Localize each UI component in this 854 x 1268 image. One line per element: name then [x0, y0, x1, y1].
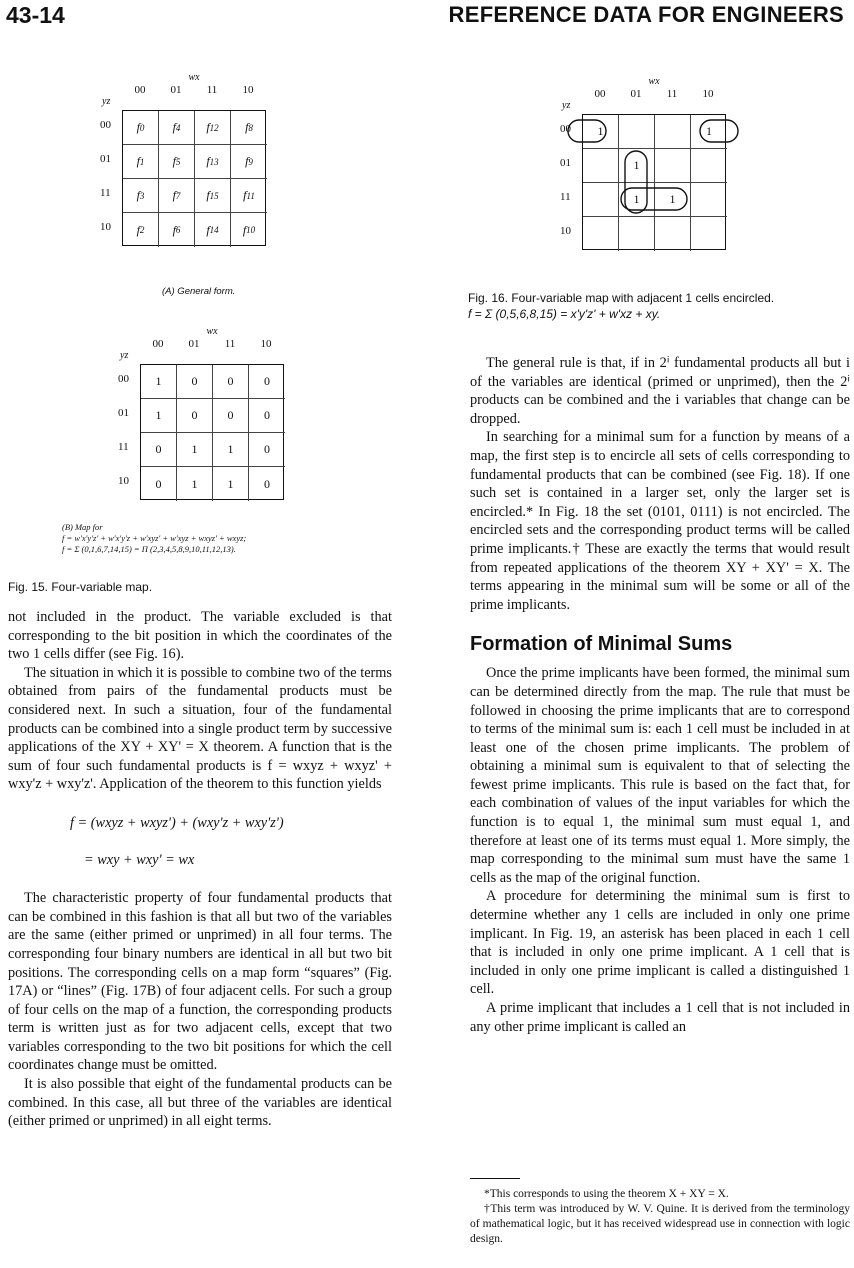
kmap-example — [118, 326, 318, 526]
kmap-cell: f 5 — [159, 145, 195, 179]
kmap-row-label: 10 — [560, 225, 571, 237]
kmap-cell: f 6 — [159, 213, 195, 247]
kmap-cell: f 3 — [123, 179, 159, 213]
kmap-cell: f 1 — [123, 145, 159, 179]
footnote-2: †This term was introduced by W. V. Quine. It is derived from the terminology of mathematical logic, but it has received widespread use in connection with logic design. — [470, 1203, 850, 1245]
fig15b-caption-line2: f = w'x'y'z' + w'x'y'z + w'xyz' + w'xyz + wxyz' + wxyz; — [62, 533, 247, 543]
fig16-caption-line1: Fig. 16. Four-variable map with adjacent 1 cells encircled. — [468, 291, 775, 305]
running-title: REFERENCE DATA FOR ENGINEERS — [448, 2, 844, 27]
encircle-vertical-pair — [625, 151, 647, 213]
kmap-side-variable: yz — [120, 350, 129, 361]
encircle-horizontal-pair — [621, 188, 687, 210]
kmap-cell: 0 — [213, 399, 249, 433]
right-column — [470, 354, 850, 1036]
left-paragraph-4: It is also possible that eight of the fundamental products can be combined. In this case, all but three of the variables are identical (either primed or unprimed) in all eight terms. — [8, 1076, 392, 1130]
kmap-grid — [122, 110, 266, 246]
left-column — [8, 608, 392, 1131]
kmap-cell: 1 — [691, 115, 727, 149]
kmap-column-label: 10 — [702, 88, 714, 100]
equation-2: = wxy + wxy' = wx — [84, 851, 195, 868]
right-paragraph-2: In searching for a minimal sum for a function by means of a map, the first step is to encircle all sets of cells corresponding to fundamental products that can be combined (see Fig. 18). If one such set is contained in a larger set, only the larger set is encircled.* In Fig. 18 the set (0101, 0111) is not encircled. The encircled sets and the corresponding product terms will be called prime implicants.† These are exactly the terms that would result from repeated applications of the theorem XY + XY' = X. The terms appearing in the minimal sum will be some or all of the prime implicants. — [470, 429, 850, 613]
kmap-column-label: 11 — [666, 88, 678, 100]
section-heading: Formation of Minimal Sums — [470, 633, 733, 656]
left-paragraph-2: The situation in which it is possible to combine two of the terms obtained from pairs of the fundamental products must be considered next. In such a situation, four of the fundamental products can be combined into a single product term by successive applications of the XY + XY' = X theorem. A function that is the sum of four such fundamental products is f = wxyz + wxyz' + wxy'z + wxy'z'. Application of the theorem to this function yields — [8, 664, 392, 793]
kmap-column-label: 10 — [260, 338, 272, 350]
footnotes — [470, 1187, 850, 1247]
kmap-column-label: 11 — [224, 338, 236, 350]
fig15b-caption — [62, 522, 382, 555]
kmap-row-label: 01 — [560, 157, 571, 169]
kmap-row-label: 10 — [118, 475, 129, 487]
kmap-cell: 1 — [177, 433, 213, 467]
kmap-cell: 0 — [249, 433, 285, 467]
kmap-cell: f 15 — [195, 179, 231, 213]
kmap-row-label: 10 — [100, 221, 111, 233]
page-header — [4, 0, 848, 34]
kmap-column-label: 11 — [206, 84, 218, 96]
kmap-row-label: 11 — [118, 441, 129, 453]
fig15a-caption: (A) General form. — [162, 286, 236, 297]
kmap-cell: 1 — [213, 467, 249, 501]
kmap-side-variable: yz — [102, 96, 111, 107]
kmap-cell: f 10 — [242, 222, 256, 237]
fig15b-caption-line1: (B) Map for — [62, 522, 103, 532]
kmap-cell: 1 — [655, 183, 691, 217]
kmap-cell: 0 — [177, 399, 213, 433]
fig15-caption: Fig. 15. Four-variable map. — [8, 580, 153, 594]
encircle-left-half — [568, 120, 606, 142]
right-paragraph-1: The general rule is that, if in 2ⁱ fundamental products all but i of the variables are identical (primed or unprimed), then the 2ⁱ products can be combined and the i variables that change can be dropped. — [470, 355, 850, 427]
kmap-side-variable: yz — [562, 100, 571, 111]
right-paragraph-4: A procedure for determining the minimal sum is first to determine whether any 1 cells are included in only one prime implicant. In Fig. 19, an asterisk has been placed in each 1 cell that is included in only one prime implicant. A 1 cell that is included in only one prime implicant is called a distinguished 1 cell. — [470, 888, 850, 998]
kmap-cell: 1 — [177, 467, 213, 501]
fig16-caption-line2: f = Σ (0,5,6,8,15) = x'y'z' + w'xz + xy. — [468, 307, 661, 321]
kmap-column-label: 00 — [134, 84, 146, 96]
kmap-cell: f 14 — [195, 213, 231, 247]
right-paragraph-5: A prime implicant that includes a 1 cell that is not included in any other prime implicant is called an — [470, 1000, 850, 1035]
kmap-cell: 0 — [249, 399, 285, 433]
kmap-cell: 0 — [141, 467, 177, 501]
kmap-cell: f 0 — [123, 111, 159, 145]
kmap-cell: 0 — [264, 476, 270, 491]
kmap-cell: 0 — [141, 433, 177, 467]
kmap-column-label: 10 — [242, 84, 254, 96]
kmap-row-label: 11 — [100, 187, 111, 199]
kmap-cell: 0 — [177, 365, 213, 399]
equation-1: f = (wxyz + wxyz') + (wxy'z + wxy'z') — [70, 814, 284, 831]
encircle-overlay — [560, 76, 780, 276]
kmap-column-label: 00 — [152, 338, 164, 350]
kmap-cell: 1 — [619, 183, 655, 217]
kmap-cell: f 9 — [231, 145, 267, 179]
kmap-column-label: 00 — [594, 88, 606, 100]
kmap-top-variable: wx — [648, 76, 660, 87]
kmap-cell: 1 — [583, 115, 619, 149]
kmap-row-label: 11 — [560, 191, 571, 203]
kmap-cell: f 12 — [195, 111, 231, 145]
kmap-cell: 1 — [619, 149, 655, 183]
kmap-row-label: 00 — [100, 119, 111, 131]
kmap-cell: f 4 — [159, 111, 195, 145]
kmap-top-variable: wx — [206, 326, 218, 337]
kmap-row-label: 01 — [100, 153, 111, 165]
footnote-1: *This corresponds to using the theorem X + XY = X. — [484, 1188, 729, 1200]
kmap-cell: f 8 — [231, 111, 267, 145]
left-paragraph-3: The characteristic property of four fundamental products that can be combined in this fashion is that all but two of the variables are the same (either primed or unprimed) in all four terms. The corresponding four binary numbers are identical in all but two bit positions. The corresponding cells on a map form “squares” (Fig. 17A) or “lines” (Fig. 17B) of four adjacent cells. For such a group of four cells on the map of a function, the corresponding products term is written just as for two adjacent cells, except that two variables corresponding to the two bit positions for which the cell coordinates change must be omitted. — [8, 890, 392, 1074]
kmap-column-label: 01 — [630, 88, 642, 100]
kmap-row-label: 00 — [560, 123, 571, 135]
encircle-right-half — [700, 120, 738, 142]
kmap-top-variable: wx — [188, 72, 200, 83]
fig15b-caption-line3: f = Σ (0,1,6,7,14,15) = Π (2,3,4,5,8,9,10,11,12,13). — [62, 544, 236, 554]
page-number: 43-14 — [6, 2, 65, 28]
kmap-cell: f 11 — [231, 179, 267, 213]
kmap-cell: 1 — [141, 365, 177, 399]
kmap-column-label: 01 — [170, 84, 182, 96]
kmap-cell: 0 — [213, 365, 249, 399]
right-paragraph-3: Once the prime implicants have been formed, the minimal sum can be determined directly from the map. The rule that must be followed in choosing the prime implicants that are to correspond to terms of the minimal sum is: each 1 cell must be included in at least one of the chosen prime implicants. The problem of obtaining a minimal sum is equivalent to that of selecting the fewest prime implicants. This rule is based on the fact that, for each combination of values of the input variables for which the function is to equal 1, the minimal sum must equal 1, and therefore at least one of its terms must equal 1. More simply, the map corresponding to the minimal sum must have the same 1 cells as the map of the original function. — [470, 665, 850, 886]
kmap-cell: 1 — [141, 399, 177, 433]
kmap-column-label: 01 — [188, 338, 200, 350]
kmap-cell: 1 — [213, 433, 249, 467]
kmap-encircled — [560, 76, 760, 276]
kmap-row-label: 01 — [118, 407, 129, 419]
kmap-cell: f 7 — [159, 179, 195, 213]
fig16-caption — [468, 290, 852, 322]
kmap-grid — [140, 364, 284, 500]
kmap-general-form — [100, 72, 300, 272]
kmap-cell: f 2 — [123, 213, 159, 247]
footnote-rule — [470, 1178, 520, 1179]
kmap-cell: f 13 — [195, 145, 231, 179]
kmap-row-label: 00 — [118, 373, 129, 385]
left-paragraph-1: not included in the product. The variable excluded is that corresponding to the bit position in which the coordinates of the two 1 cells differ (see Fig. 16). — [8, 609, 392, 663]
kmap-cell: 0 — [249, 365, 285, 399]
